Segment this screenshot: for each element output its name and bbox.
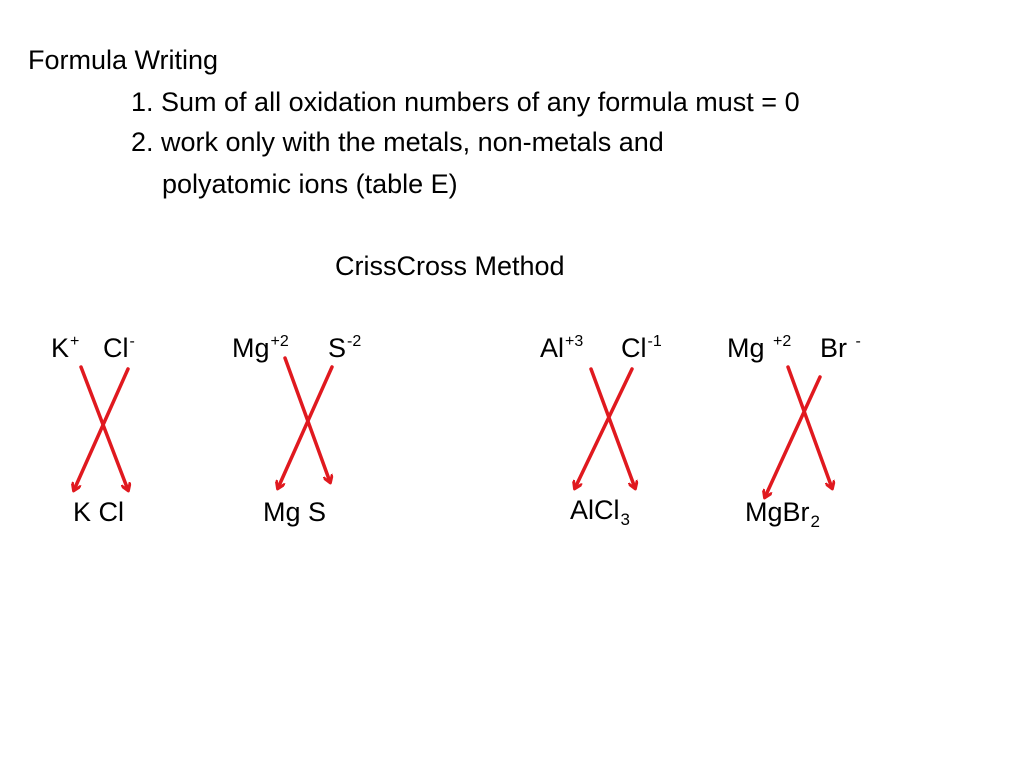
slide-title: Formula Writing: [28, 45, 219, 75]
ion-charge: +2: [270, 333, 289, 350]
ion-charge: -1: [647, 333, 662, 350]
ion-symbol: Mg: [727, 333, 773, 363]
crisscross-arrow-3-a: [591, 369, 635, 488]
ion-charge: +3: [565, 333, 584, 350]
ion-charge: -: [855, 333, 861, 350]
ion-symbol: Mg: [232, 333, 270, 363]
ion-symbol: Br: [820, 333, 855, 363]
ion-charge: -: [129, 333, 135, 350]
method-title: CrissCross Method: [335, 251, 565, 281]
ion-charge: -2: [347, 333, 362, 350]
formula-text: AlCl: [570, 495, 620, 525]
ion-symbol: K: [51, 333, 70, 363]
formula-text: Mg S: [263, 497, 327, 527]
ion-charge: +2: [773, 333, 792, 350]
crisscross-arrow-3-b: [575, 369, 632, 488]
rule-2-line-1: 2. work only with the metals, non-metals and: [131, 127, 664, 157]
ion-symbol: Cl: [103, 333, 129, 363]
rule-2-line-2: polyatomic ions (table E): [162, 169, 458, 199]
ion-charge: +: [70, 333, 80, 350]
ion-symbol: Al: [540, 333, 565, 363]
formula-subscript: 2: [810, 512, 820, 531]
rule-1: 1. Sum of all oxidation numbers of any formula must = 0: [131, 87, 800, 117]
formula-text: MgBr: [745, 497, 810, 527]
formula-text: K Cl: [73, 497, 125, 527]
crisscross-arrow-4-a: [788, 367, 832, 488]
ion-symbol: Cl: [621, 333, 647, 363]
formula-subscript: 3: [620, 510, 630, 529]
ion-symbol: S: [328, 333, 347, 363]
